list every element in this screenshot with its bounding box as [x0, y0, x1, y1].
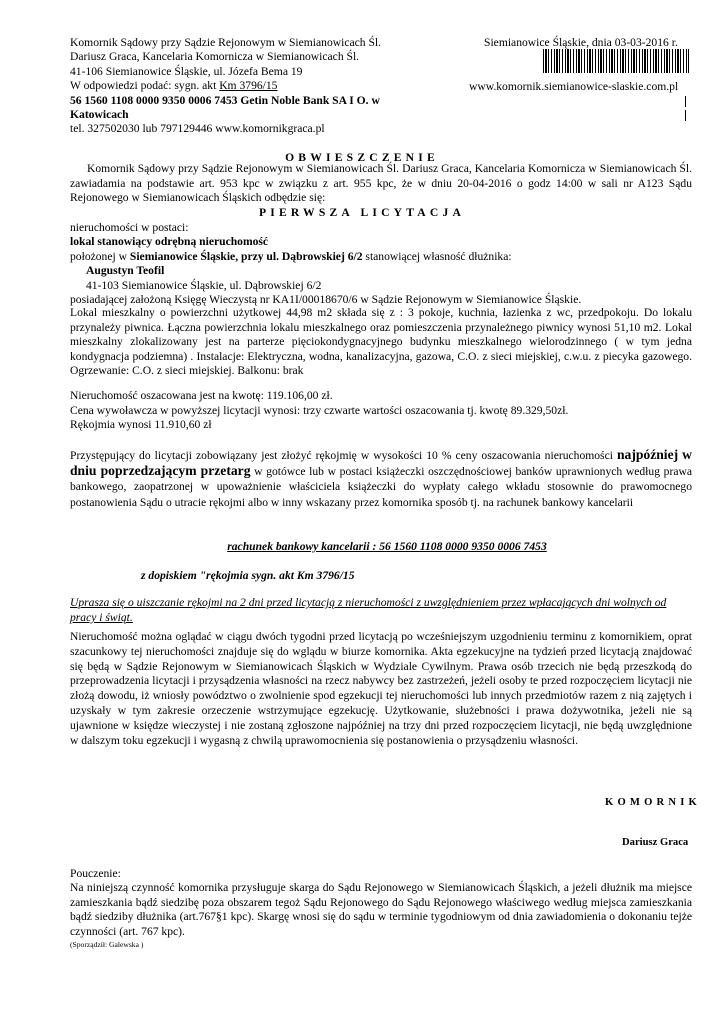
margin-mark — [685, 96, 686, 107]
valuation: Nieruchomość oszacowana jest na kwotę: 119.106,00 zł. — [70, 389, 333, 402]
deadline-emphasis: najpóźniej — [616, 447, 679, 462]
auction-title: PIERWSZA LICYTACJA — [258, 206, 466, 219]
reply-prefix: W odpowiedzi podać: sygn. akt — [70, 79, 220, 92]
margin-mark — [685, 110, 686, 121]
reply-reference — [70, 78, 277, 93]
barcode — [543, 49, 689, 73]
header-line-1: Komornik Sądowy przy Sądzie Rejonowym w Siemianowicach Śl. — [70, 36, 382, 49]
debtor-name: Augustyn Teofil — [86, 264, 165, 277]
bank-line-1: 56 1560 1108 0000 9350 0006 7453 Getin Noble Bank SA I O. w — [70, 94, 380, 107]
signature-role: KOMORNIK — [605, 797, 701, 808]
land-register: posiadającej założoną Księgę Wieczystą nr KA1I/00018670/6 w Sądzie Rejonowym w Siemianowice Śląskie. — [70, 293, 582, 306]
signature-name: Dariusz Graca — [622, 837, 689, 848]
location-address: Siemianowice Śląskie, przy ul. Dąbrowskiej 6/2 — [129, 250, 363, 263]
property-type: lokal stanowiący odrębną nieruchomość — [70, 235, 269, 248]
header-line-2: Dariusz Graca, Kancelaria Komornicza w Siemianowicach Śl. — [70, 50, 360, 63]
bank-account: rachunek bankowy kancelarii : 56 1560 1108 0000 9350 0006 7453 — [227, 540, 547, 553]
case-number: Km 3796/15 — [219, 79, 278, 92]
notice-intro: Komornik Sądowy przy Sądzie Rejonowym w Siemianowicach Śl. Dariusz Graca, Kancelaria Komornicza w Siemianowicach Śl. zawiadamia na podstawie art. 953 kpc w związku z art. 955 kpc, że w dniu 20-04-2016 o godz 14:00 w sali nr A123 Sądu Rejonowego w Siemianowicach Śląskich odbędzie się: — [70, 162, 692, 205]
viewing-info: Nieruchomość można oglądać w ciągu dwóch tygodni przed licytacją po wcześniejszym uzgodnieniu terminu z komornikiem, oprat szacunkowy tej nieruchomości znajduje się do wglądu w biurze komornika. Akta egzekucyjne na tydzień przed licytacją znajdować się będą w Sądzie Rejonowym w Siemianowicach Śląskich w Wydziale Cywilnym. Prawa osób trzecich nie będą przeszkodą do przeprowadzenia licytacji i przysądzenia własności na rzecz nabywcy bez zastrzeżeń, jeżeli osoby te przed rozpoczęciem licytacji nie złożą dowodu, iż wniosły powództwo o zwolnienie spod egzekucji tej nieruchomości lub innych przedmiotów razem z nią zajętych i uzyskały w tym zakresie orzeczenie wstrzymujące egzekucję. Użytkowanie, służebności i prawa dożywotnika, jeżeli nie są ujawnione w księdze wieczystej i nie zostaną zgłoszone najpóźniej na trzy dni przed rozpoczęciem licytacji, nie będą uwzględnione w dalszym toku egzekucji i wygasną z chwilą uprawomocnienia się postanowienia o przysądzeniu własności. — [70, 630, 692, 747]
debtor-address: 41-103 Siemianowice Śląskie, ul. Dąbrowskiej 6/2 — [86, 279, 322, 292]
deposit-request: Uprasza się o uiszczanie rękojmi na 2 dni przed licytacją z nieruchomości z uwzględnieniem przez wpłacających dni wolnych od pracy i świąt. — [70, 596, 667, 624]
website: www.komornik.siemianowice-slaskie.com.pl — [469, 80, 679, 93]
contact-line: tel. 327502030 lub 797129446 www.komornikgraca.pl — [70, 122, 325, 135]
deposit-amount: Rękojmia wynosi 11.910,60 zł — [70, 418, 212, 431]
starting-price: Cena wywoławcza w powyższej licytacji wynosi: trzy czwarte wartości oszacowania tj. kwotę 89.329,50zł. — [70, 404, 569, 417]
deadline-emphasis-2: w dniu poprzedzającym przetarg — [70, 447, 692, 479]
prepared-by: (Sporządził: Galewska ) — [70, 940, 144, 949]
place-date: Siemianowice Śląskie, dnia 03-03-2016 r. — [484, 36, 678, 49]
deposit-rules: Przystępujący do licytacji zobowiązany jest złożyć rękojmię w wysokości 10 % ceny oszacowania nieruchomości najpóźniej w dniu poprzedzającym przetarg w gotówce lub w postaci książeczki oszczędnościowej banków uprawnionych według prawa bankowego, zaopatrzonej w upoważnienie właściciela książeczki do wypłaty całego wkładu stosownie do prawomocnego postanowienia Sądu o utracie rękojmi albo w inny wskazany przez komornika sposób tj. na rachunek bankowy kancelarii — [70, 447, 692, 509]
notice-title: OBWIESZCZENIE — [285, 151, 439, 164]
property-intro: nieruchomości w postaci: — [70, 221, 189, 234]
instruction-text: Na niniejszą czynność komornika przysługuje skarga do Sądu Rejonowego w Siemianowicach Śląskich, a jeżeli dłużnik ma miejsce zamieszkania bądź siedzibę poza obszarem tegoż Sądu Rejonowego do Sądu Rejonowego właściwego według miejsca zamieszkania bądź siedziby dłużnika (art.767§1 kpc). Skargę wnosi się do sądu w terminie tygodniowym od dnia zawiadomienia o dokonaniu tejże czynności (art. 767 kpc). — [70, 881, 692, 938]
property-location: położonej w Siemianowice Śląskie, przy ul. Dąbrowskiej 6/2 stanowiącej własność dłużnika: — [70, 250, 512, 263]
property-description: Lokal mieszkalny o powierzchni użytkowej 44,98 m2 składa się z : 3 pokoje, kuchnia, łazienka z wc, przedpokoju. Do lokalu przynależy piwnica. Łączna powierzchnia lokalu mieszkalnego oraz pomieszczenia przynależnego piwnicy wynosi 51,10 m2. Lokal mieszkalny zlokalizowany jest na parterze pięciokondygnacyjnego budynku mieszkalnego wielorodzinnego ( w tym jedna kondygnacja podziemna) . Instalacje: Elektryczna, wodna, kanalizacyjna, gazowa, C.O. z sieci miejskiej, c.w.u. z piecyka gazowego. Ogrzewanie: C.O. z sieci miejskiej. Balkonu: brak — [70, 306, 692, 378]
payment-annotation: z dopiskiem "rękojmia sygn. akt Km 3796/15 — [141, 569, 355, 582]
header-line-3: 41-106 Siemianowice Śląskie, ul. Józefa Bema 19 — [70, 65, 303, 78]
instruction-heading: Pouczenie: — [70, 867, 121, 880]
bank-line-2: Katowicach — [70, 108, 129, 121]
